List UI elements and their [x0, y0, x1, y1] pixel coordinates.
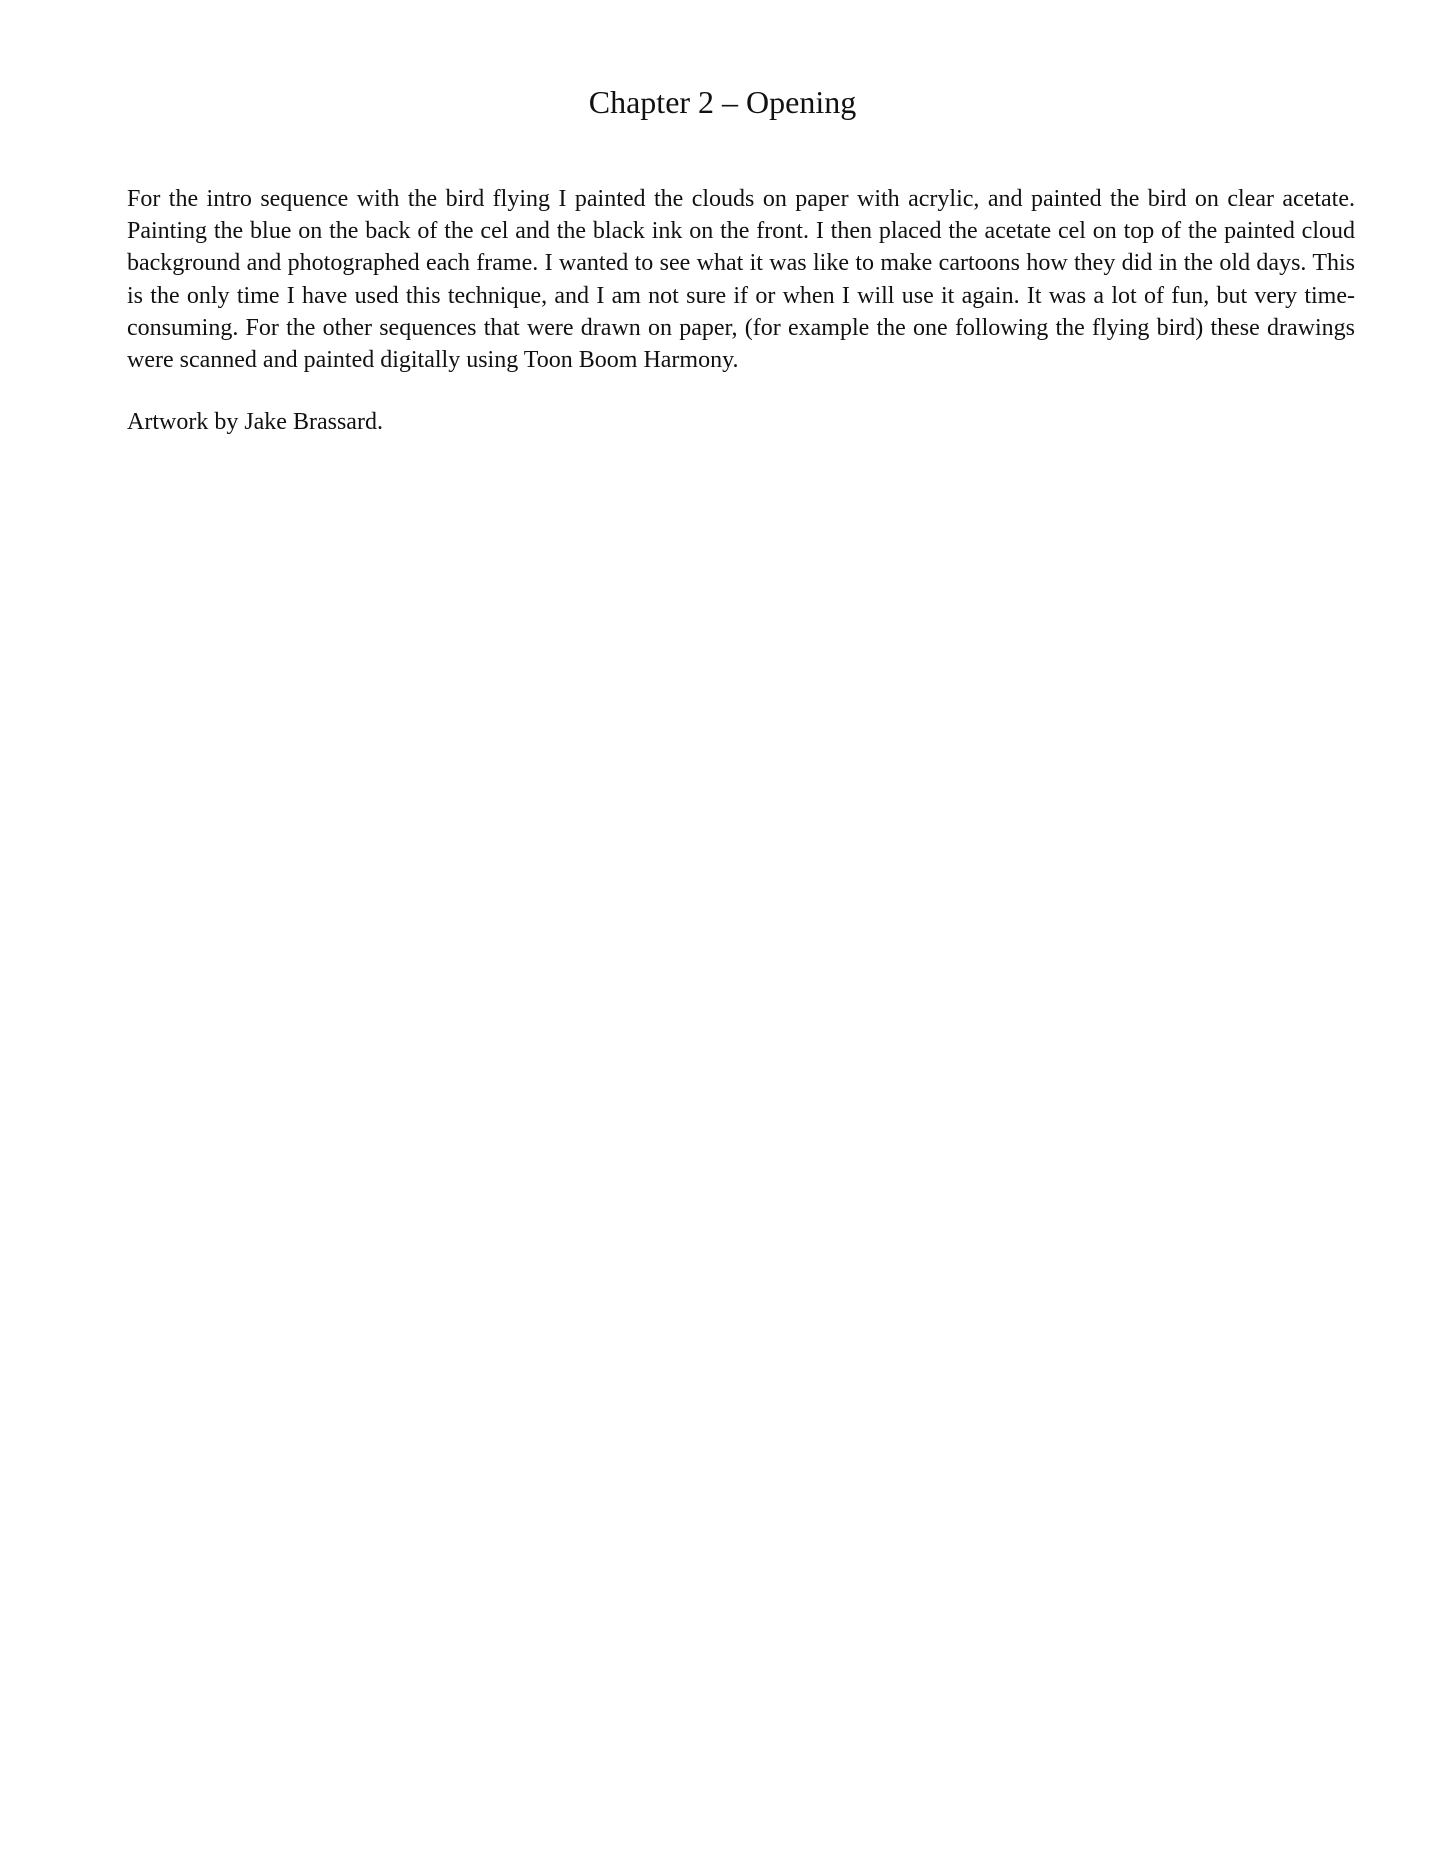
body-paragraph: For the intro sequence with the bird flying I painted the clouds on paper with acrylic, and painted the bird on clear acetate. Painting the blue on the back of the cel and the black ink on the front. I then placed the acetate cel on top of the painted cloud background and photographed each frame. I wanted to see what it was like to make cartoons how they did in the old days. This is the only time I have used this technique, and I am not sure if or when I will use it again. It was a lot of fun, but very time-consuming. For the other sequences that were drawn on paper, (for example the one following the flying bird) these drawings were scanned and painted digitally using Toon Boom Harmony. [127, 186, 1355, 374]
chapter-title: Chapter 2 – Opening [588, 84, 857, 120]
artwork-credit: Artwork by Jake Brassard. [127, 409, 383, 435]
